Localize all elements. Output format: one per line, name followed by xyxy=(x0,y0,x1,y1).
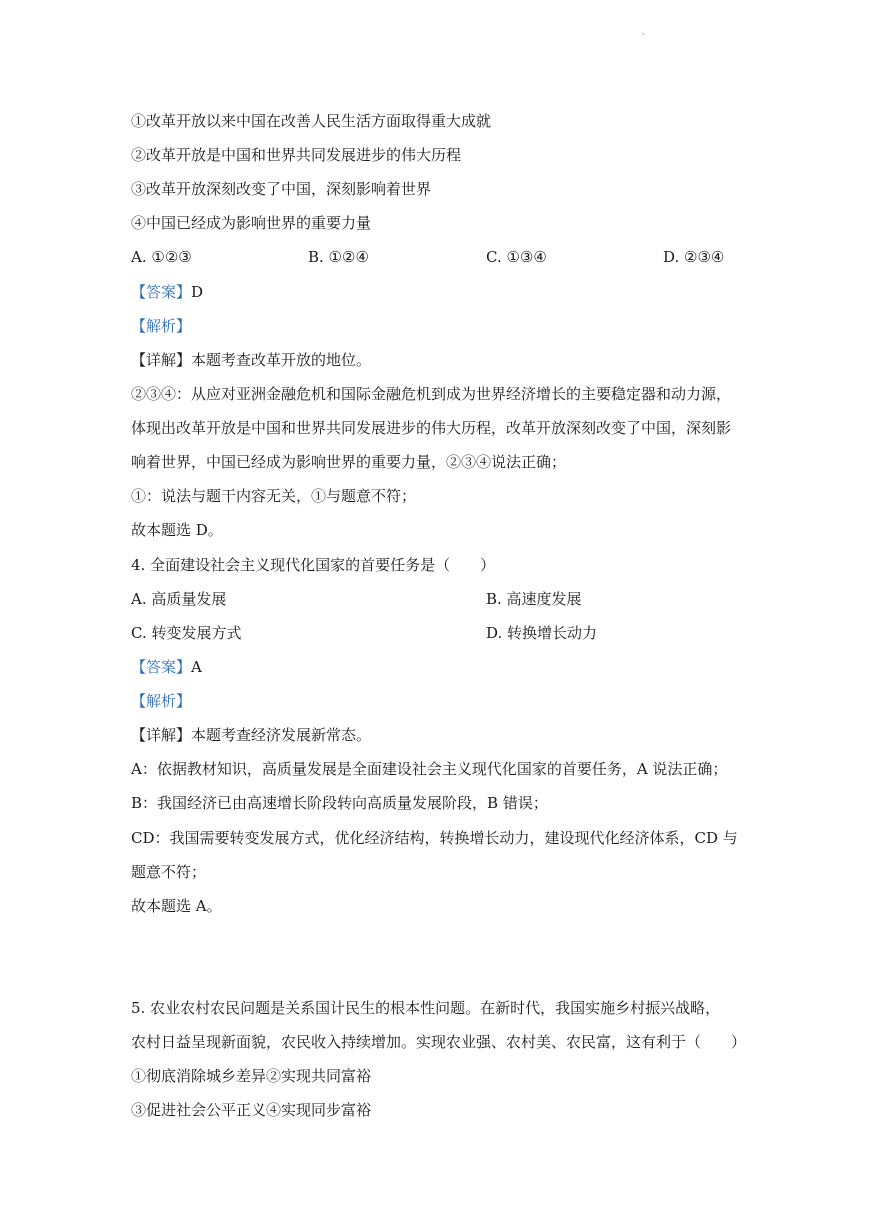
q4-option-b: B. 高速度发展 xyxy=(486,590,582,608)
q3-explanation-1: ②③④：从应对亚洲金融危机和国际金融危机到成为世界经济增长的主要稳定器和动力源， xyxy=(131,385,732,403)
q3-explanation-5: 故本题选 D。 xyxy=(131,521,223,539)
q4-explanation-3: CD：我国需要转变发展方式，优化经济结构，转换增长动力，建设现代化经济体系，CD 与 xyxy=(131,829,738,847)
q3-statement-4: ④中国已经成为影响世界的重要力量 xyxy=(131,214,372,232)
q3-option-b: B. ①②④ xyxy=(308,248,369,266)
q3-detail-label: 【详解】 xyxy=(131,351,192,369)
q5-stem-line-1: 5. 农业农村农民问题是关系国计民生的根本性问题。在新时代，我国实施乡村振兴战略， xyxy=(131,999,721,1017)
q3-statement-1: ①改革开放以来中国在改善人民生活方面取得重大成就 xyxy=(131,112,492,130)
q3-explanation-3: 响着世界，中国已经成为影响世界的重要力量，②③④说法正确； xyxy=(131,453,567,471)
q4-stem: 4. 全面建设社会主义现代化国家的首要任务是（ ） xyxy=(131,556,496,574)
q4-option-d: D. 转换增长动力 xyxy=(486,624,598,642)
q4-option-c: C. 转变发展方式 xyxy=(131,624,242,642)
q4-detail-label: 【详解】 xyxy=(131,726,192,744)
q3-option-d: D. ②③④ xyxy=(663,248,725,266)
q3-explanation-4: ①：说法与题干内容无关，①与题意不符； xyxy=(131,487,417,505)
q5-statements-1: ①彻底消除城乡差异②实现共同富裕 xyxy=(131,1067,372,1085)
q4-detail xyxy=(131,725,371,745)
q4-detail-text: 本题考查经济发展新常态。 xyxy=(191,726,372,744)
q4-answer xyxy=(131,657,202,677)
q3-analysis-label-text: 【解析】 xyxy=(131,317,192,335)
q4-answer-label: 【答案】 xyxy=(131,658,192,676)
q4-explanation-5: 故本题选 A。 xyxy=(131,897,222,915)
q4-option-a: A. 高质量发展 xyxy=(131,590,227,608)
header-mark: · xyxy=(642,30,645,39)
q5-stem-line-2: 农村日益呈现新面貌，农民收入持续增加。实现农业强、农村美、农民富，这有利于（ ） xyxy=(131,1033,747,1051)
q3-statement-2: ②改革开放是中国和世界共同发展进步的伟大历程 xyxy=(131,146,462,164)
q4-analysis-label-text: 【解析】 xyxy=(131,692,192,710)
q4-answer-value: A xyxy=(191,658,202,676)
q5-statements-2: ③促进社会公平正义④实现同步富裕 xyxy=(131,1101,372,1119)
q3-explanation-2: 体现出改革开放是中国和世界共同发展进步的伟大历程，改革开放深刻改变了中国，深刻影 xyxy=(131,419,732,437)
q3-analysis-label xyxy=(131,316,191,336)
q3-answer-value: D xyxy=(191,283,204,301)
q4-explanation-4: 题意不符； xyxy=(131,863,207,881)
q3-detail xyxy=(131,350,371,370)
q3-statement-3: ③改革开放深刻改变了中国，深刻影响着世界 xyxy=(131,180,432,198)
q4-explanation-1: A：依据教材知识，高质量发展是全面建设社会主义现代化国家的首要任务，A 说法正确； xyxy=(131,760,728,778)
q3-option-c: C. ①③④ xyxy=(486,248,547,266)
q3-answer xyxy=(131,282,203,302)
q3-option-a: A. ①②③ xyxy=(131,248,192,266)
q4-analysis-label xyxy=(131,691,191,711)
q3-answer-label: 【答案】 xyxy=(131,283,192,301)
q3-detail-text: 本题考查改革开放的地位。 xyxy=(191,351,372,369)
q4-explanation-2: B：我国经济已由高速增长阶段转向高质量发展阶段，B 错误； xyxy=(131,794,548,812)
